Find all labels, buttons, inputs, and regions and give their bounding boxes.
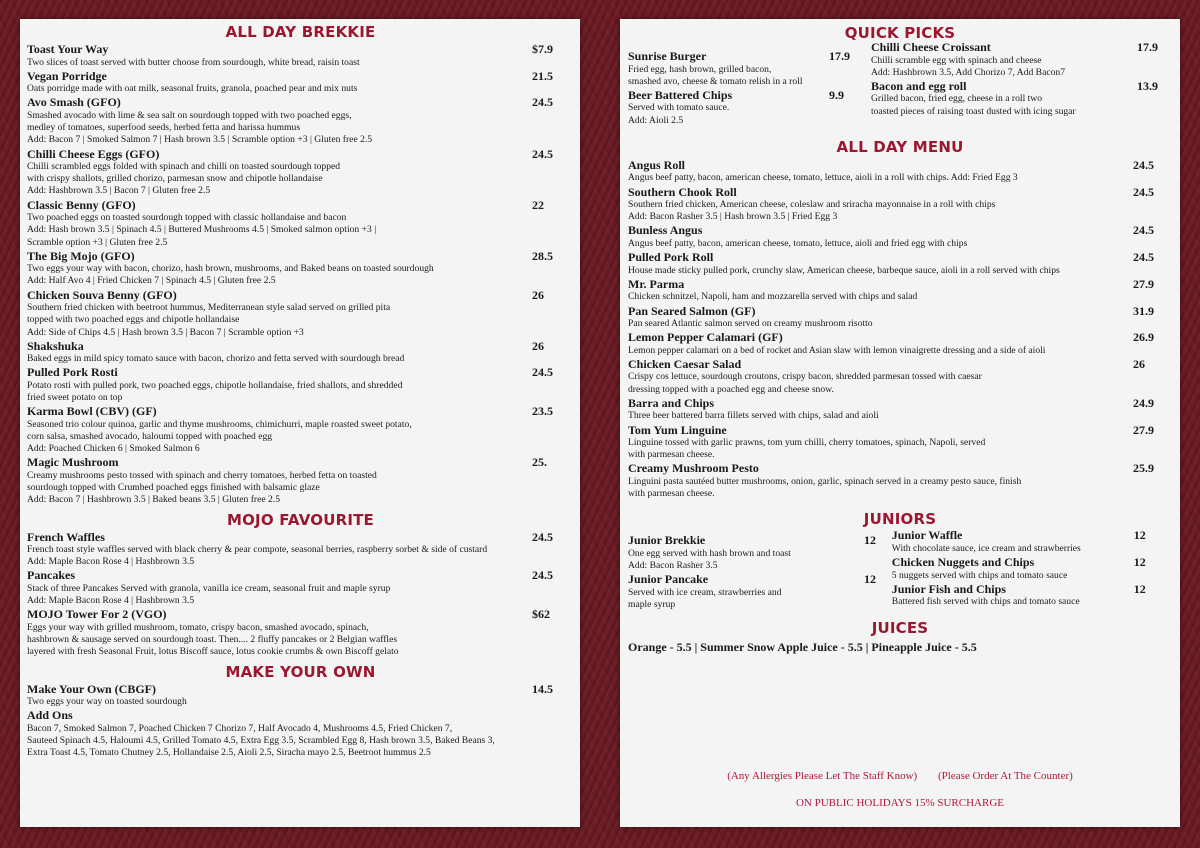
item-name: Chicken Caesar Salad (628, 356, 742, 371)
item-price: 12 (1133, 581, 1146, 596)
item-description: Chicken schnitzel, Napoli, ham and mozzarella served with chips and salad (628, 291, 918, 303)
item-description: Add: Maple Bacon Rose 4 | Hashbrown 3.5 (27, 556, 195, 568)
item-price: 24.5 (1133, 250, 1154, 265)
quick-picks-column-left (628, 40, 871, 127)
menu-item-classic-benny-gfo (27, 198, 574, 249)
item-price: 23.5 (532, 404, 553, 419)
item-description: Add: Bacon 7 | Hashbrown 3.5 | Baked beans 3.5 | Gluten free 2.5 (27, 494, 281, 506)
right-menu-page (620, 19, 1180, 827)
surcharge-note: ON PUBLIC HOLIDAYS 15% SURCHARGE (795, 797, 1004, 809)
item-description: Pan seared Atlantic salmon served on creamy mushroom risotto (628, 318, 873, 330)
juices-list: Orange - 5.5 | Summer Snow Apple Juice - 5.5 | Pineapple Juice - 5.5 (628, 640, 977, 655)
item-description: Add: Half Avo 4 | Fried Chicken 7 | Spinach 4.5 | Gluten free 2.5 (27, 275, 276, 287)
item-name: Sunrise Burger (628, 49, 707, 63)
menu-item-chicken-caesar-salad (628, 357, 1172, 396)
item-name: French Waffles (27, 529, 105, 544)
item-description: Stack of three Pancakes Served with granola, vanilla ice cream, seasonal fruit and maple syrup (27, 582, 391, 594)
item-description: Sauteed Spinach 4.5, Haloumi 4.5, Grilled Tomato 4.5, Extra Egg 3.5, Scrambled Egg 8, Hash brown 3.5, Baked Beans 3, (27, 734, 495, 746)
item-price: 25.9 (1133, 461, 1154, 476)
item-price: 22 (532, 197, 544, 212)
menu-item-tom-yum-linguine (628, 423, 1172, 462)
menu-item-lemon-pepper-calamari-gf (628, 330, 1172, 357)
item-name: Pancakes (27, 568, 75, 583)
item-description: Battered fish served with chips and tomato sauce (891, 596, 1080, 608)
menu-item-mojo-tower-for-2-vgo (27, 607, 574, 658)
item-description: Two poached eggs on toasted sourdough topped with classic hollandaise and bacon (27, 212, 347, 224)
item-description: Smashed avocado with lime & sea salt on sourdough topped with two poached eggs, (27, 109, 352, 121)
item-description: Add: Hashbrown 3.5, Add Chorizo 7, Add Bacon7 (871, 66, 1065, 78)
item-name: Chicken Nuggets and Chips (891, 555, 1035, 570)
item-price: 26 (532, 338, 544, 353)
menu-item-pan-seared-salmon-gf (628, 304, 1172, 331)
item-description: smashed avo, cheese & tomato relish in a roll (628, 75, 803, 87)
menu-item-the-big-mojo-gfo (27, 249, 574, 288)
item-description: Add: Bacon Rasher 3.5 | Hash brown 3.5 | Fried Egg 3 (628, 211, 838, 223)
item-name: MOJO Tower For 2 (VGO) (27, 607, 167, 622)
item-price: $62 (532, 607, 550, 622)
menu-item-angus-roll (628, 158, 1172, 185)
menu-item-pulled-pork-roll (628, 250, 1172, 277)
menu-item-creamy-mushroom-pesto (628, 461, 1172, 500)
juices-title: JUICES (871, 619, 929, 638)
item-description: dressing topped with a poached egg and cheese snow. (628, 383, 834, 395)
menu-item-pulled-pork-rosti (27, 365, 574, 404)
item-description: One egg served with hash brown and toast (628, 547, 791, 559)
item-price: 28.5 (532, 248, 553, 263)
menu-item-pancakes (27, 568, 574, 607)
item-description: Linguini pasta sautéed butter mushrooms, onion, garlic, spinach served in a creamy pesto sauce, finish (628, 475, 1022, 487)
item-name: Vegan Porridge (27, 68, 107, 83)
item-price: 12 (1133, 528, 1146, 543)
item-description: layered with fresh Seasonal Fruit, lotus Biscoff sauce, lotus cookie crumbs & own Biscoff gelato (27, 646, 399, 658)
item-description: corn salsa, smashed avocado, haloumi topped with poached egg (27, 431, 273, 443)
item-name: Bacon and egg roll (871, 78, 967, 93)
all-day-menu-list (628, 158, 1172, 501)
item-description: sourdough topped with Crumbed poached eggs finished with balsamic glaze (27, 482, 320, 494)
item-price: 24.5 (1133, 223, 1154, 238)
item-name: Shakshuka (27, 338, 84, 353)
juniors-title: JUNIORS (863, 510, 937, 529)
item-price: 12 (1133, 555, 1146, 570)
item-description: fried sweet potato on top (27, 392, 123, 404)
item-price: 17.9 (1137, 40, 1158, 54)
menu-item-french-waffles (27, 530, 574, 569)
menu-item-junior-brekkie (628, 533, 876, 572)
item-description: With chocolate sauce, ice cream and strawberries (891, 542, 1081, 554)
item-price: 12 (864, 572, 876, 587)
item-description: Three beer battered barra fillets served with chips, salad and aioli (628, 410, 879, 422)
item-description: Add: Side of Chips 4.5 | Hash brown 3.5 | Bacon 7 | Scramble option +3 (27, 326, 304, 338)
item-name: Junior Brekkie (628, 533, 706, 548)
item-price: $7.9 (532, 42, 553, 56)
item-description: Potato rosti with pulled pork, two poached eggs, chipotle hollandaise, fried shallots, and shredded (27, 379, 403, 391)
allergy-note: (Any Allergies Please Let The Staff Know) (727, 770, 918, 782)
item-name: Bunless Angus (628, 223, 703, 238)
item-price: 24.5 (1133, 157, 1154, 172)
item-description: Grilled bacon, fried egg, cheese in a roll two (871, 93, 1043, 105)
item-name: Add Ons (27, 708, 73, 723)
item-price: 24.5 (532, 95, 553, 110)
menu-item-barra-and-chips (628, 396, 1172, 423)
item-description: Add: Poached Chicken 6 | Smoked Salmon 6 (27, 443, 200, 455)
section-title-all-day-brekkie: ALL DAY BREKKIE (225, 23, 376, 41)
item-name: Mr. Parma (628, 276, 685, 291)
item-description: Add: Maple Bacon Rose 4 | Hashbrown 3.5 (27, 595, 195, 607)
menu-item-vegan-porridge (27, 69, 574, 96)
item-description: Add: Bacon 7 | Smoked Salmon 7 | Hash brown 3.5 | Scramble option +3 | Gluten free 2.5 (27, 134, 373, 146)
item-description: Two eggs your way on toasted sourdough (27, 696, 187, 707)
menu-item-junior-fish-and-chips (892, 582, 1172, 609)
item-description: Bacon 7, Smoked Salmon 7, Poached Chicken 7 Chorizo 7, Half Avocado 4, Mushrooms 4.5, Fried Chicken 7, (27, 722, 453, 734)
menu-item-junior-pancake (628, 572, 876, 611)
item-price: 13.9 (1137, 78, 1158, 93)
item-description: Lemon pepper calamari on a bed of rocket and Asian slaw with lemon vinaigrette dressing and a side of aioli (628, 344, 1046, 356)
item-description: Served with ice cream, strawberries and (628, 586, 782, 598)
item-price: 21.5 (532, 68, 553, 83)
item-name: Junior Fish and Chips (891, 581, 1006, 596)
item-price: 24.5 (532, 529, 553, 544)
item-description: Angus beef patty, bacon, american cheese, tomato, lettuce, aioli in a roll with chips. Add: Fried Egg 3 (628, 172, 1018, 184)
item-price: 24.9 (1133, 395, 1154, 410)
all-day-menu-title: ALL DAY MENU (836, 137, 964, 156)
item-name: Junior Pancake (628, 572, 709, 587)
item-price: 17.9 (829, 49, 850, 63)
item-description: Add: Bacon Rasher 3.5 (628, 560, 718, 572)
menu-item-chicken-nuggets-and-chips (892, 555, 1172, 582)
item-description: Served with tomato sauce. (628, 102, 730, 114)
item-description: with parmesan cheese. (628, 488, 715, 500)
section-title-make-your-own: MAKE YOUR OWN (225, 662, 376, 681)
menu-item-shakshuka (27, 339, 574, 366)
item-name: Tom Yum Linguine (628, 422, 727, 437)
item-name: Junior Waffle (891, 528, 963, 543)
item-price: 31.9 (1133, 303, 1154, 318)
item-name: Chilli Cheese Eggs (GFO) (27, 146, 160, 161)
item-description: with crispy shallots, grilled chorizo, parmesan snow and chipotle hollandaise (27, 173, 323, 185)
item-description: Linguine tossed with garlic prawns, tom yum chilli, cherry tomatoes, spinach, Napoli, served (628, 437, 986, 449)
item-price: 24.5 (1133, 184, 1154, 199)
item-description: Crispy cos lettuce, sourdough croutons, crispy bacon, shredded parmesan tossed with caesar (628, 371, 982, 383)
item-description: Chilli scramble egg with spinach and cheese (871, 54, 1042, 66)
item-price: 26.9 (1133, 330, 1154, 345)
item-description: Seasoned trio colour quinoa, garlic and thyme mushrooms, chimichurri, maple roasted sweet potato, (27, 418, 412, 430)
menu-item-bunless-angus (628, 223, 1172, 250)
item-name: Lemon Pepper Calamari (GF) (628, 330, 783, 345)
item-description: Add: Hashbrown 3.5 | Bacon 7 | Gluten free 2.5 (27, 185, 211, 197)
item-description: Oats porridge made with oat milk, seasonal fruits, granola, poached pear and mix nuts (27, 83, 358, 95)
item-description: 5 nuggets served with chips and tomato sauce (891, 569, 1068, 581)
menu-item-make-your-own-cbgf (27, 682, 574, 709)
item-description: Angus beef patty, bacon, american cheese, tomato, lettuce, aioli and fried egg with chips (628, 237, 968, 249)
menu-item-sunrise-burger (628, 49, 871, 88)
menu-item-southern-chook-roll (628, 185, 1172, 224)
item-description: medley of tomatoes, superfood seeds, herbed fetta and harissa hummus (27, 122, 301, 134)
menu-item-avo-smash-gfo (27, 95, 574, 146)
quick-picks-column-right (871, 40, 1161, 127)
item-description: hashbrown & sausage served on sourdough toast. Then.... 2 fluffy pancakes or 2 Belgian waffles (27, 634, 398, 646)
item-name: Karma Bowl (CBV) (GF) (27, 404, 157, 419)
menu-item-chilli-cheese-eggs-gfo (27, 147, 574, 198)
item-name: Barra and Chips (628, 395, 715, 410)
item-description: French toast style waffles served with black cherry & pear compote, seasonal berries, raspberry sorbet & side of custard (27, 544, 488, 556)
item-name: Pulled Pork Rosti (27, 365, 118, 380)
item-price: 27.9 (1133, 276, 1154, 291)
item-description: Scramble option +3 | Gluten free 2.5 (27, 236, 168, 248)
item-price: 25. (532, 455, 547, 470)
juniors-column-left (628, 528, 876, 611)
item-description: with parmesan cheese. (628, 449, 715, 461)
item-description: Add: Hash brown 3.5 | Spinach 4.5 | Buttered Mushrooms 4.5 | Smoked salmon option +3 | (27, 224, 377, 236)
item-name: Avo Smash (GFO) (27, 95, 121, 110)
item-name: Pulled Pork Roll (628, 250, 714, 265)
menu-item-chicken-souva-benny-gfo (27, 288, 574, 339)
menu-item-bacon-and-egg-roll (871, 79, 1161, 118)
item-name: The Big Mojo (GFO) (27, 248, 135, 263)
item-price: 27.9 (1133, 422, 1154, 437)
item-description: Eggs your way with grilled mushroom, tomato, crispy bacon, smashed avocado, spinach, (27, 621, 369, 633)
menu-item-karma-bowl-cbv-gf (27, 404, 574, 455)
item-name: Make Your Own (CBGF) (27, 681, 156, 696)
menu-item-junior-waffle (892, 528, 1172, 555)
item-name: Southern Chook Roll (628, 184, 737, 199)
item-description: Creamy mushrooms pesto tossed with spinach and cherry tomatoes, herbed fetta on toasted (27, 469, 377, 481)
item-price: 24.5 (532, 568, 553, 583)
quick-picks-title: QUICK PICKS (844, 24, 956, 42)
item-price: 24.5 (532, 146, 553, 161)
juniors-grid (628, 528, 1172, 611)
quick-picks-grid (628, 40, 1172, 127)
item-name: Chilli Cheese Croissant (871, 40, 991, 54)
item-price: 14.5 (532, 681, 553, 696)
item-description: Add: Aioli 2.5 (628, 114, 684, 126)
item-description: Southern fried chicken, American cheese, coleslaw and sriracha mayonnaise in a roll with chips (628, 199, 996, 211)
item-price: 26 (532, 287, 544, 302)
item-name: Creamy Mushroom Pesto (628, 461, 759, 476)
menu-item-beer-battered-chips (628, 88, 871, 127)
item-description: Chilli scrambled eggs folded with spinach and chilli on toasted sourdough topped (27, 161, 341, 173)
item-name: Classic Benny (GFO) (27, 197, 136, 212)
item-name: Angus Roll (628, 157, 686, 172)
item-description: Southern fried chicken with beetroot hummus, Mediterranean style salad served on grilled pita (27, 302, 391, 314)
menu-item-chilli-cheese-croissant (871, 40, 1161, 79)
item-price: 26 (1133, 356, 1145, 371)
item-description: Two eggs your way with bacon, chorizo, hash brown, mushrooms, and Baked beans on toasted sourdough (27, 263, 434, 275)
item-price: 12 (864, 533, 876, 548)
item-description: Fried egg, hash brown, grilled bacon, (628, 63, 772, 75)
item-price: 9.9 (829, 87, 844, 102)
item-description: maple syrup (628, 598, 676, 610)
juniors-column-right (892, 528, 1172, 611)
menu-item-magic-mushroom (27, 455, 574, 506)
left-menu-page (20, 19, 580, 827)
item-description: toasted pieces of raising toast dusted with icing sugar (871, 105, 1076, 117)
item-description: Extra Toast 4.5, Tomato Chutney 2.5, Hollandaise 2.5, Aioli 2.5, Siracha mayo 2.5, Beetroot hummus 2.5 (27, 747, 431, 759)
menu-item-toast-your-way (27, 42, 574, 69)
item-description: House made sticky pulled pork, crunchy slaw, American cheese, barbeque sauce, aioli in a roll served with chips (628, 264, 1060, 276)
menu-item-add-ons (27, 708, 574, 759)
item-price: 24.5 (532, 365, 553, 380)
menu-item-mr-parma (628, 277, 1172, 304)
item-name: Pan Seared Salmon (GF) (628, 303, 756, 318)
item-description: Baked eggs in mild spicy tomato sauce with bacon, chorizo and fetta served with sourdough bread (27, 353, 405, 365)
item-name: Toast Your Way (27, 42, 109, 56)
notes-line (620, 769, 1180, 783)
item-name: Beer Battered Chips (628, 87, 733, 102)
item-description: topped with two poached eggs and chipotle hollandaise (27, 314, 240, 326)
section-title-mojo-favourite: MOJO FAVOURITE (226, 510, 375, 529)
item-name: Chicken Souva Benny (GFO) (27, 287, 177, 302)
item-description: Two slices of toast served with butter choose from sourdough, white bread, raisin toast (27, 56, 360, 68)
order-note: (Please Order At The Counter) (937, 770, 1073, 782)
item-name: Magic Mushroom (27, 455, 119, 470)
left-menu-content (20, 19, 580, 759)
